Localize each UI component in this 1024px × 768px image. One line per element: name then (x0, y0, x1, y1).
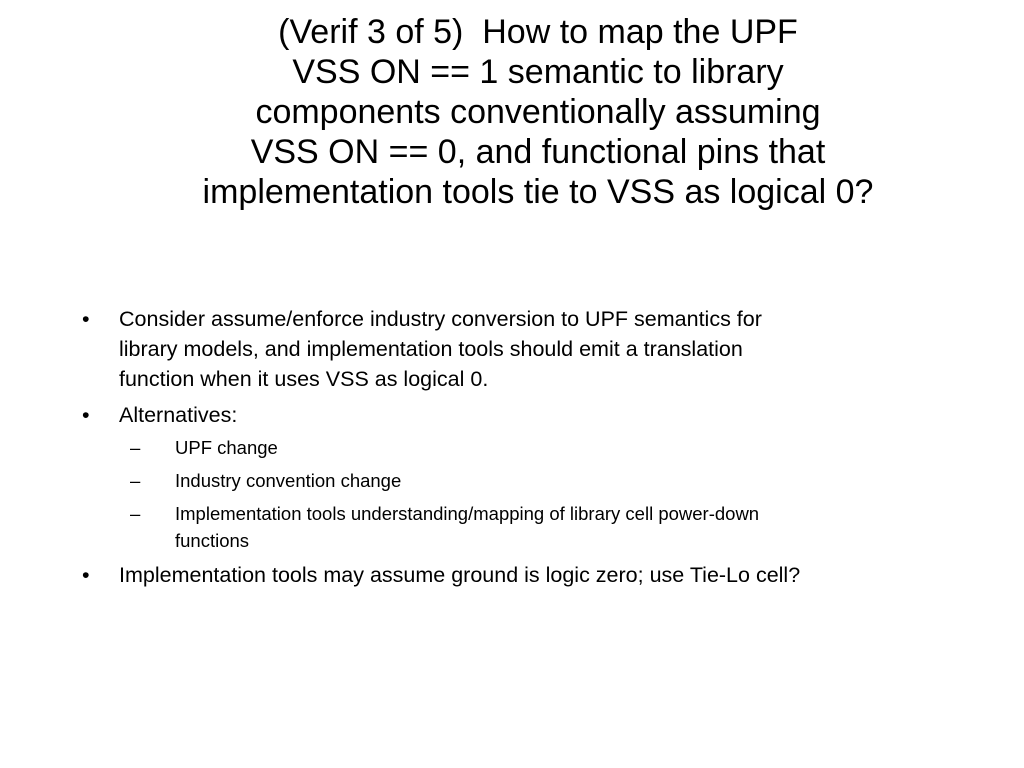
sub-bullet-marker: – (130, 503, 141, 524)
sub-bullet-list (119, 434, 932, 554)
sub-bullet-item (130, 434, 932, 461)
sub-bullet-marker: – (130, 470, 141, 491)
title-line: components conventionally assuming (255, 93, 821, 131)
bullet-text: Consider assume/enforce industry conversion to UPF semantics for (119, 307, 762, 331)
sub-bullet-text: functions (175, 530, 250, 551)
sub-bullet-marker: – (130, 437, 141, 458)
title-line: VSS ON == 1 semantic to library (292, 53, 784, 91)
bullet-list (82, 304, 932, 596)
bullet-item (82, 400, 932, 554)
sub-bullet-text: Industry convention change (175, 470, 402, 491)
bullet-marker: • (82, 403, 90, 427)
slide-title (130, 12, 946, 212)
sub-bullet-text: UPF change (175, 437, 278, 458)
bullet-marker: • (82, 563, 90, 587)
sub-bullet-text: Implementation tools understanding/mapping of library cell power-down (175, 503, 760, 524)
title-line: (Verif 3 of 5) How to map the UPF (278, 13, 798, 51)
title-line: implementation tools tie to VSS as logical 0? (202, 173, 874, 211)
bullet-text: Implementation tools may assume ground is logic zero; use Tie-Lo cell? (119, 563, 801, 587)
bullet-text: Alternatives: (119, 403, 238, 427)
bullet-text: library models, and implementation tools should emit a translation (119, 337, 743, 361)
title-line: VSS ON == 0, and functional pins that (250, 133, 826, 171)
bullet-text: function when it uses VSS as logical 0. (119, 367, 489, 391)
bullet-item (82, 304, 932, 394)
bullet-item (82, 560, 932, 590)
sub-bullet-item (130, 467, 932, 494)
sub-bullet-item (130, 500, 932, 554)
bullet-marker: • (82, 307, 90, 331)
